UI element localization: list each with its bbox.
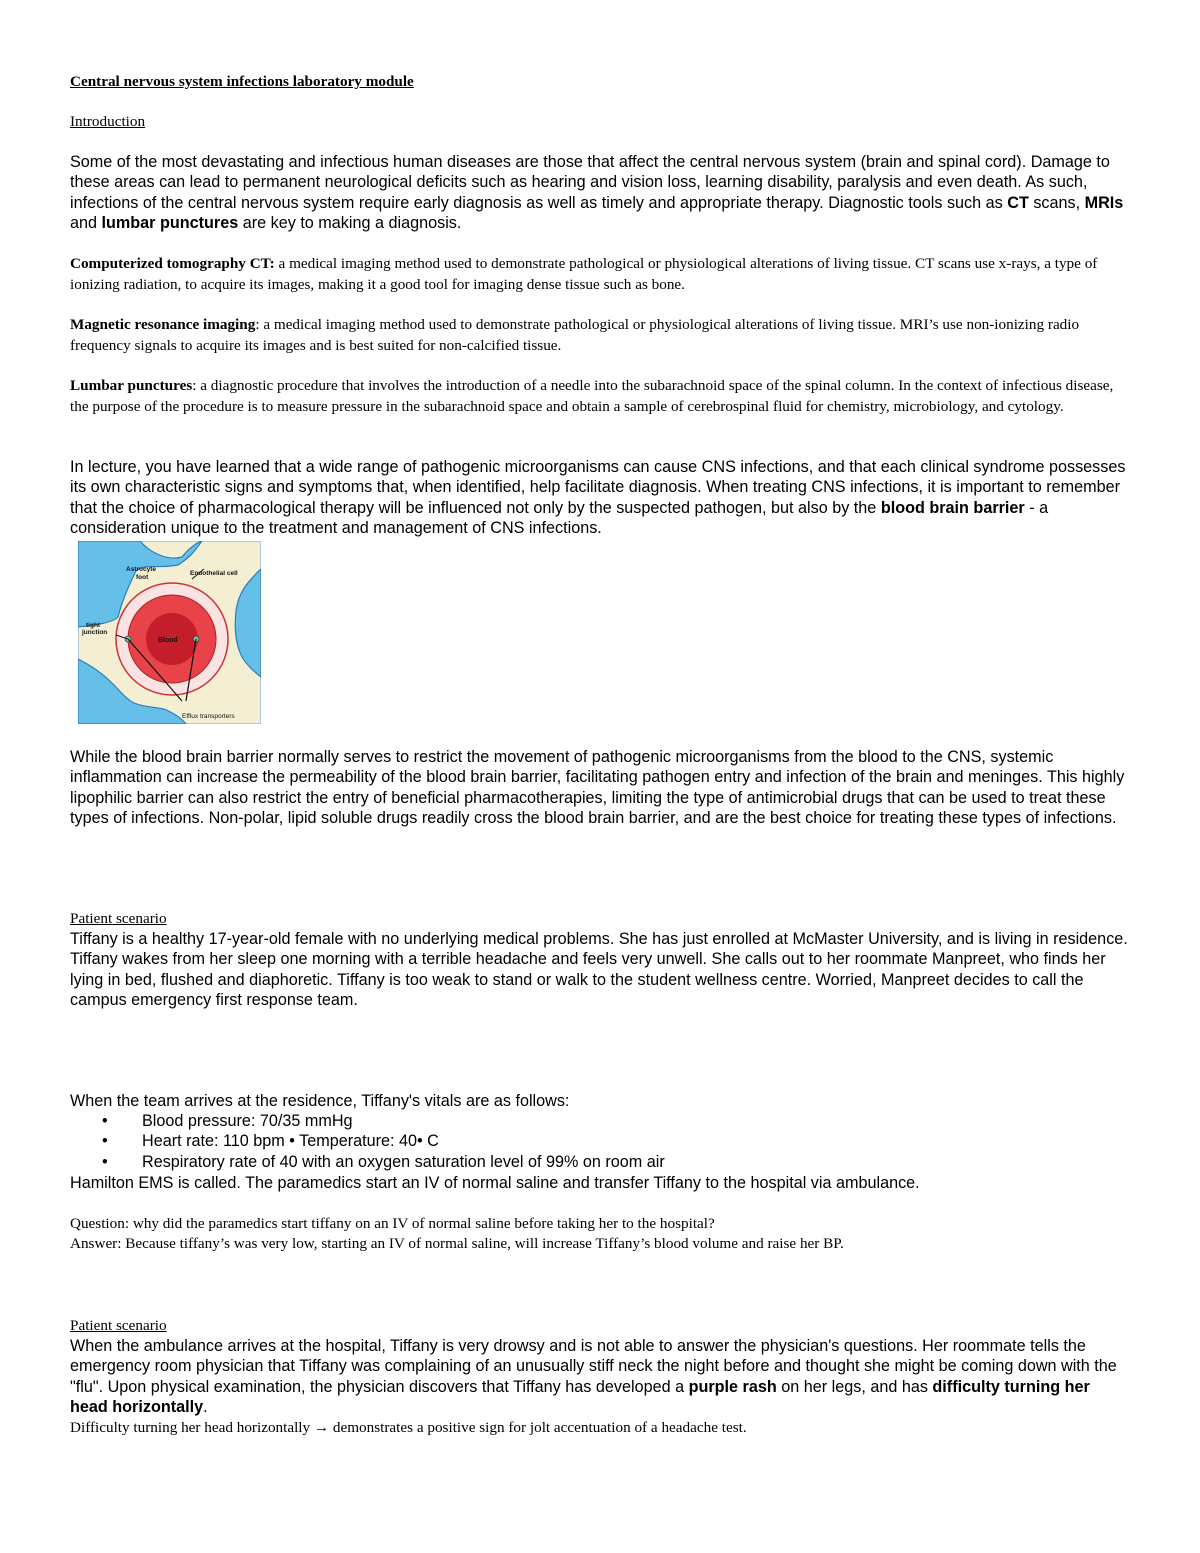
- astrocyte-foot-label: foot: [136, 574, 149, 581]
- difficulty-turning-head-term: difficulty turning her head horizontally: [70, 1377, 1090, 1416]
- introduction-paragraph: [70, 152, 1132, 233]
- blood-label: Blood: [158, 637, 178, 644]
- vitals-item-blood-pressure: • Blood pressure: 70/35 mmHg: [102, 1112, 353, 1130]
- scenario2-text-3: .: [203, 1397, 208, 1416]
- mri-definition-text: : a medical imaging method used to demonstrate pathological or physiological alterations of living tissue. MRI’s use non-ionizing radio frequency signals to acquire its images and is best suited for non-calcified tissue.: [70, 316, 1080, 354]
- purple-rash-term: purple rash: [688, 1377, 777, 1396]
- mri-definition-term: Magnetic resonance imaging: [70, 316, 256, 333]
- lecture-text-2: - a consideration unique to the treatment and management of CNS infections.: [70, 498, 1049, 537]
- lumbar-puncture-definition: [70, 376, 1132, 417]
- patient-scenario-paragraph-1: Tiffany is a healthy 17-year-old female with no underlying medical problems. She has just enrolled at McMaster University, and is living in residence. Tiffany wakes from her sleep one morning with a terrible headache and feels very unwell. She calls out to her roommate Manpreet, who finds her lying in bed, flushed and diaphoretic. Tiffany is too weak to stand or walk to the student wellness centre. Worried, Manpreet decides to call the campus emergency first response team.: [70, 930, 1128, 1009]
- lumbar-puncture-definition-term: Lumbar punctures: [70, 377, 193, 394]
- patient-scenario-paragraph-2: [70, 1336, 1132, 1417]
- vitals-item-heart-rate: • Heart rate: 110 bpm • Temperature: 40• C: [102, 1132, 439, 1151]
- lumbar-puncture-definition-text: : a diagnostic procedure that involves the introduction of a needle into the subarachnoid space of the spinal column. In the context of infectious disease, the purpose of the procedure is to measure pressure in the subarachnoid space and obtain a sample of cerebrospinal fluid for chemistry, microbiology, and cytology.: [70, 377, 1114, 415]
- patient-scenario-heading-1: Patient scenario: [70, 910, 167, 927]
- jolt-accentuation-note: Difficulty turning her head horizontally → demonstrates a positive sign for jolt accentuation of a headache test.: [70, 1419, 747, 1436]
- vitals-item-respiratory-rate: • Respiratory rate of 40 with an oxygen saturation level of 99% on room air: [102, 1152, 665, 1171]
- lumbar-puncture-term: lumbar punctures: [101, 213, 239, 232]
- patient-scenario-heading-2: Patient scenario: [70, 1317, 167, 1334]
- document-title: Central nervous system infections laboratory module: [70, 73, 414, 90]
- bullet-icon: •: [102, 1152, 108, 1171]
- mri-definition: [70, 315, 1132, 356]
- answer-line: Answer: Because tiffany’s was very low, starting an IV of normal saline, will increase Tiffany’s blood volume and raise her BP.: [70, 1235, 844, 1252]
- bullet-icon: •: [102, 1132, 108, 1151]
- tight-label: tight: [86, 622, 101, 629]
- junction-label: junction: [82, 629, 108, 636]
- blood-brain-barrier-figure: [78, 541, 261, 724]
- intro-text-2: scans,: [1028, 193, 1085, 212]
- vitals-intro: When the team arrives at the residence, Tiffany's vitals are as follows:: [70, 1092, 570, 1110]
- vitals-list: [70, 1111, 1132, 1172]
- introduction-heading: Introduction: [70, 113, 146, 130]
- intro-text-1: Some of the most devastating and infectious human diseases are those that affect the central nervous system (brain and spinal cord). Damage to these areas can lead to permanent neurological deficits such as hearing and vision loss, learning disability, paralysis and even death. As such, infections of the central nervous system require early diagnosis as well as timely and appropriate therapy. Diagnostic tools such as: [70, 153, 1110, 212]
- lecture-text-1: In lecture, you have learned that a wide range of pathogenic microorganisms can cause CNS infections, and that each clinical syndrome possesses its own characteristic signs and symptoms that, when identified, help facilitate diagnosis. When treating CNS infections, it is important to remember that the choice of pharmacological therapy will be influenced not only by the suspected pathogen, but also by the: [70, 458, 1126, 517]
- lecture-paragraph: [70, 457, 1132, 538]
- scenario2-text-2: on her legs, and has: [776, 1377, 933, 1396]
- ems-sentence: Hamilton EMS is called. The paramedics start an IV of normal saline and transfer Tiffany to the hospital via ambulance.: [70, 1174, 920, 1192]
- intro-text-3: and: [70, 213, 102, 232]
- blood-brain-barrier-term: blood brain barrier: [880, 498, 1025, 517]
- mri-term: MRIs: [1084, 193, 1124, 212]
- efflux-transporters-label: Efflux transporters: [182, 713, 235, 720]
- ct-definition: [70, 254, 1132, 295]
- blood-brain-barrier-paragraph: While the blood brain barrier normally serves to restrict the movement of pathogenic microorganisms from the blood to the CNS, systemic inflammation can increase the permeability of the blood brain barrier, facilitating pathogen entry and infection of the brain and meninges. This highly lipophilic barrier can also restrict the entry of beneficial pharmacotherapies, limiting the type of antimicrobial drugs that can be used to treat these types of infections. Non-polar, lipid soluble drugs readily cross the blood brain barrier, and are the best choice for treating these types of infections.: [70, 748, 1125, 827]
- astrocyte-label: Astrocyte: [126, 566, 156, 573]
- scenario2-text-1: When the ambulance arrives at the hospital, Tiffany is very drowsy and is not able to answer the physician's questions. Her roommate tells the emergency room physician that Tiffany was complaining of an unusually stiff neck the night before and thought she might be coming down with the "flu". Upon physical examination, the physician discovers that Tiffany has developed a: [70, 1337, 1117, 1396]
- ct-term: CT: [1007, 193, 1029, 212]
- endothelial-label: Endothelial cell: [190, 570, 238, 577]
- bullet-icon: •: [102, 1112, 108, 1130]
- ct-definition-text: a medical imaging method used to demonstrate pathological or physiological alterations of living tissue. CT scans use x-rays, a type of ionizing radiation, to acquire its images, making it a good tool for imaging dense tissue such as bone.: [70, 255, 1098, 293]
- question-line: Question: why did the paramedics start tiffany on an IV of normal saline before taking her to the hospital?: [70, 1215, 715, 1232]
- ct-definition-term: Computerized tomography CT:: [70, 255, 275, 272]
- intro-text-4: are key to making a diagnosis.: [238, 213, 462, 232]
